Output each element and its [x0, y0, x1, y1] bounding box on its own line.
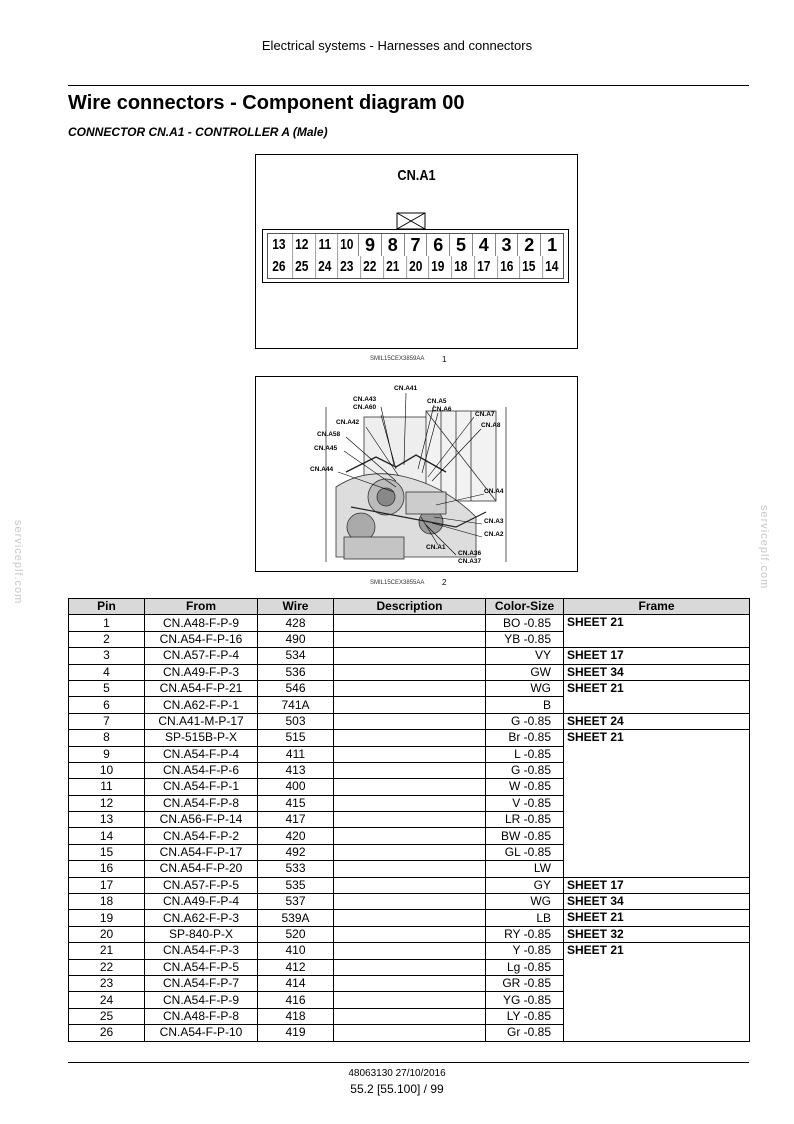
table-row [69, 615, 750, 631]
pin-cell: 24 [69, 992, 145, 1008]
from-cell: CN.A54-F-P-3 [145, 943, 258, 959]
connector-pin-label: 15 [520, 256, 538, 278]
from-cell: CN.A56-F-P-14 [145, 812, 258, 828]
from-cell: SP-840-P-X [145, 926, 258, 942]
frame-cell: SHEET 34 [564, 664, 750, 680]
wire-cell: 515 [258, 730, 334, 746]
description-cell [334, 680, 486, 696]
pin-cell: 2 [69, 631, 145, 647]
table-row [69, 943, 750, 959]
table-row [69, 664, 750, 680]
table-body [69, 615, 750, 1041]
color-size-cell: Y -0.85 [486, 943, 564, 959]
from-cell: CN.A62-F-P-1 [145, 697, 258, 713]
color-size-cell: GR -0.85 [486, 975, 564, 991]
frame-cell: SHEET 21 [564, 680, 750, 713]
label-cn-a42: CN.A42 [336, 419, 360, 426]
connector-body [262, 229, 569, 283]
description-cell [334, 992, 486, 1008]
description-cell [334, 894, 486, 910]
figure-2-caption: SMIL15CEX3855AA [370, 580, 425, 586]
from-cell: CN.A48-F-P-8 [145, 1008, 258, 1024]
header-pin: Pin [69, 599, 145, 615]
from-cell: CN.A57-F-P-5 [145, 877, 258, 893]
wire-cell: 416 [258, 992, 334, 1008]
frame-cell: SHEET 17 [564, 648, 750, 664]
color-size-cell: V -0.85 [486, 795, 564, 811]
wire-cell: 492 [258, 844, 334, 860]
label-cn-a3: CN.A3 [484, 518, 504, 525]
connector-pin-label: 21 [383, 256, 401, 278]
pin-cell: 14 [69, 828, 145, 844]
color-size-cell: L -0.85 [486, 746, 564, 762]
description-cell [334, 664, 486, 680]
header-frame: Frame [564, 599, 750, 615]
page-title: Wire connectors - Component diagram 00 [68, 92, 465, 114]
wire-cell: 411 [258, 746, 334, 762]
description-cell [334, 615, 486, 631]
color-size-cell: LB [486, 910, 564, 926]
description-cell [334, 795, 486, 811]
description-cell [334, 910, 486, 926]
label-cn-a2: CN.A2 [484, 531, 504, 538]
pin-cell: 3 [69, 648, 145, 664]
color-size-cell: GW [486, 664, 564, 680]
connector-pin-label: 8 [381, 234, 404, 256]
frame-cell: SHEET 21 [564, 943, 750, 1041]
color-size-cell: G -0.85 [486, 762, 564, 778]
from-cell: CN.A41-M-P-17 [145, 713, 258, 729]
pin-cell: 6 [69, 697, 145, 713]
color-size-cell: LW [486, 861, 564, 877]
page-number: 55.2 [55.100] / 99 [350, 1082, 444, 1096]
color-size-cell: G -0.85 [486, 713, 564, 729]
table-row [69, 926, 750, 942]
label-cn-a41: CN.A41 [394, 385, 418, 392]
wire-cell: 412 [258, 959, 334, 975]
description-cell [334, 926, 486, 942]
from-cell: CN.A54-F-P-1 [145, 779, 258, 795]
from-cell: CN.A57-F-P-4 [145, 648, 258, 664]
wire-cell: 415 [258, 795, 334, 811]
pin-cell: 15 [69, 844, 145, 860]
wire-cell: 418 [258, 1008, 334, 1024]
from-cell: CN.A54-F-P-8 [145, 795, 258, 811]
label-cn-a60: CN.A60 [353, 404, 377, 411]
table-row [69, 730, 750, 746]
description-cell [334, 631, 486, 647]
pin-cell: 23 [69, 975, 145, 991]
label-cn-a6: CN.A6 [432, 406, 452, 413]
pin-cell: 22 [69, 959, 145, 975]
color-size-cell: Br -0.85 [486, 730, 564, 746]
from-cell: CN.A54-F-P-7 [145, 975, 258, 991]
color-size-cell: W -0.85 [486, 779, 564, 795]
pin-row-bottom [268, 256, 563, 278]
connector-pin-label: 9 [358, 234, 381, 256]
from-cell: CN.A49-F-P-4 [145, 894, 258, 910]
wire-cell: 413 [258, 762, 334, 778]
connector-title: CN.A1 [397, 167, 436, 184]
pin-cell: 12 [69, 795, 145, 811]
frame-cell: SHEET 21 [564, 910, 750, 926]
pin-cell: 21 [69, 943, 145, 959]
description-cell [334, 746, 486, 762]
watermark-right: serviceplf.com [758, 505, 770, 590]
watermark-left: serviceplf.com [12, 520, 24, 605]
bottom-divider [68, 1062, 749, 1063]
figure-1-caption: SMIL15CEX3859AA [370, 356, 425, 362]
connector-pin-label: 22 [360, 256, 378, 278]
wire-cell: 536 [258, 664, 334, 680]
description-cell [334, 779, 486, 795]
description-cell [334, 861, 486, 877]
pin-cell: 26 [69, 1025, 145, 1041]
wire-cell: 419 [258, 1025, 334, 1041]
machine-illustration [256, 377, 578, 572]
color-size-cell: BO -0.85 [486, 615, 564, 631]
header-color-size: Color-Size [486, 599, 564, 615]
description-cell [334, 762, 486, 778]
label-cn-a44: CN.A44 [310, 466, 334, 473]
from-cell: SP-515B-P-X [145, 730, 258, 746]
pin-cell: 9 [69, 746, 145, 762]
wire-cell: 400 [258, 779, 334, 795]
connector-pin-label: 4 [472, 234, 495, 256]
label-cn-a8: CN.A8 [481, 422, 501, 429]
connector-pin-label: 23 [338, 256, 356, 278]
color-size-cell: LR -0.85 [486, 812, 564, 828]
from-cell: CN.A49-F-P-3 [145, 664, 258, 680]
description-cell [334, 812, 486, 828]
connector-location-figure [255, 376, 578, 572]
pin-table [68, 598, 750, 1042]
frame-cell: SHEET 21 [564, 615, 750, 648]
connector-key-icon [396, 212, 426, 230]
label-cn-a58: CN.A58 [317, 431, 341, 438]
description-cell [334, 1008, 486, 1024]
table-header-row [69, 599, 750, 615]
frame-cell: SHEET 17 [564, 877, 750, 893]
pin-cell: 10 [69, 762, 145, 778]
description-cell [334, 730, 486, 746]
header-description: Description [334, 599, 486, 615]
wire-cell: 533 [258, 861, 334, 877]
wire-cell: 490 [258, 631, 334, 647]
label-cn-a36: CN.A36 [458, 550, 482, 557]
label-cn-a43: CN.A43 [353, 396, 377, 403]
pin-cell: 8 [69, 730, 145, 746]
connector-pin-label: 1 [540, 234, 563, 256]
connector-pin-label: 25 [292, 256, 310, 278]
description-cell [334, 975, 486, 991]
figure-2-number: 2 [442, 578, 447, 587]
connector-pin-label: 3 [495, 234, 518, 256]
wire-cell: 520 [258, 926, 334, 942]
table-row [69, 894, 750, 910]
description-cell [334, 828, 486, 844]
wire-cell: 535 [258, 877, 334, 893]
description-cell [334, 713, 486, 729]
figure-1-number: 1 [442, 355, 447, 364]
wire-cell: 741A [258, 697, 334, 713]
from-cell: CN.A48-F-P-9 [145, 615, 258, 631]
color-size-cell: VY [486, 648, 564, 664]
wire-cell: 503 [258, 713, 334, 729]
pin-cell: 20 [69, 926, 145, 942]
connector-pin-label: 5 [449, 234, 472, 256]
from-cell: CN.A54-F-P-10 [145, 1025, 258, 1041]
pin-cell: 18 [69, 894, 145, 910]
description-cell [334, 648, 486, 664]
connector-pin-label: 16 [497, 256, 515, 278]
pin-cell: 5 [69, 680, 145, 696]
header-wire: Wire [258, 599, 334, 615]
color-size-cell: Lg -0.85 [486, 959, 564, 975]
from-cell: CN.A54-F-P-20 [145, 861, 258, 877]
wire-cell: 417 [258, 812, 334, 828]
connector-pin-label: 6 [426, 234, 449, 256]
pin-cell: 17 [69, 877, 145, 893]
description-cell [334, 943, 486, 959]
connector-pin-label: 10 [338, 234, 356, 256]
frame-cell: SHEET 24 [564, 713, 750, 729]
wire-cell: 414 [258, 975, 334, 991]
section-title: CONNECTOR CN.A1 - CONTROLLER A (Male) [68, 125, 328, 139]
wire-cell: 420 [258, 828, 334, 844]
description-cell [334, 877, 486, 893]
from-cell: CN.A54-F-P-17 [145, 844, 258, 860]
label-cn-a4: CN.A4 [484, 488, 504, 495]
connector-pin-label: 20 [406, 256, 424, 278]
pin-cell: 7 [69, 713, 145, 729]
connector-pin-label: 17 [474, 256, 492, 278]
wire-cell: 410 [258, 943, 334, 959]
color-size-cell: LY -0.85 [486, 1008, 564, 1024]
table-row [69, 910, 750, 926]
connector-face-figure [255, 154, 578, 349]
pin-cell: 19 [69, 910, 145, 926]
connector-pin-label: 18 [451, 256, 469, 278]
from-cell: CN.A54-F-P-2 [145, 828, 258, 844]
pin-cell: 16 [69, 861, 145, 877]
description-cell [334, 844, 486, 860]
color-size-cell: RY -0.85 [486, 926, 564, 942]
from-cell: CN.A62-F-P-3 [145, 910, 258, 926]
pin-row-top [268, 234, 563, 256]
color-size-cell: WG [486, 894, 564, 910]
connector-pin-label: 7 [404, 234, 427, 256]
connector-pin-label: 12 [292, 234, 310, 256]
connector-pin-label: 26 [272, 258, 286, 275]
connector-pin-label: 13 [272, 236, 286, 253]
color-size-cell: GY [486, 877, 564, 893]
connector-pin-label: 14 [542, 256, 560, 278]
description-cell [334, 959, 486, 975]
connector-pin-label: 11 [315, 234, 333, 256]
wire-cell: 537 [258, 894, 334, 910]
from-cell: CN.A54-F-P-4 [145, 746, 258, 762]
color-size-cell: Gr -0.85 [486, 1025, 564, 1041]
wire-cell: 539A [258, 910, 334, 926]
label-cn-a7: CN.A7 [475, 411, 495, 418]
top-divider [68, 85, 749, 86]
label-cn-a45: CN.A45 [314, 445, 338, 452]
document-code: 48063130 27/10/2016 [348, 1068, 446, 1079]
pin-cell: 25 [69, 1008, 145, 1024]
pin-cell: 1 [69, 615, 145, 631]
color-size-cell: BW -0.85 [486, 828, 564, 844]
label-cn-a1: CN.A1 [426, 544, 446, 551]
color-size-cell: B [486, 697, 564, 713]
header-from: From [145, 599, 258, 615]
pin-cell: 4 [69, 664, 145, 680]
color-size-cell: YG -0.85 [486, 992, 564, 1008]
from-cell: CN.A54-F-P-21 [145, 680, 258, 696]
label-cn-a5: CN.A5 [427, 398, 447, 405]
color-size-cell: GL -0.85 [486, 844, 564, 860]
frame-cell: SHEET 21 [564, 730, 750, 878]
from-cell: CN.A54-F-P-6 [145, 762, 258, 778]
frame-cell: SHEET 34 [564, 894, 750, 910]
wire-cell: 428 [258, 615, 334, 631]
table-row [69, 877, 750, 893]
from-cell: CN.A54-F-P-16 [145, 631, 258, 647]
color-size-cell: WG [486, 680, 564, 696]
description-cell [334, 697, 486, 713]
running-header: Electrical systems - Harnesses and connectors [261, 38, 533, 53]
color-size-cell: YB -0.85 [486, 631, 564, 647]
connector-pin-label: 19 [429, 256, 447, 278]
from-cell: CN.A54-F-P-9 [145, 992, 258, 1008]
wire-cell: 534 [258, 648, 334, 664]
description-cell [334, 1025, 486, 1041]
label-cn-a37: CN.A37 [458, 558, 482, 565]
table-row [69, 713, 750, 729]
pin-cell: 11 [69, 779, 145, 795]
from-cell: CN.A54-F-P-5 [145, 959, 258, 975]
table-row [69, 680, 750, 696]
table-row [69, 648, 750, 664]
frame-cell: SHEET 32 [564, 926, 750, 942]
connector-pin-label: 2 [517, 234, 540, 256]
pin-cell: 13 [69, 812, 145, 828]
connector-pin-label: 24 [315, 256, 333, 278]
wire-cell: 546 [258, 680, 334, 696]
